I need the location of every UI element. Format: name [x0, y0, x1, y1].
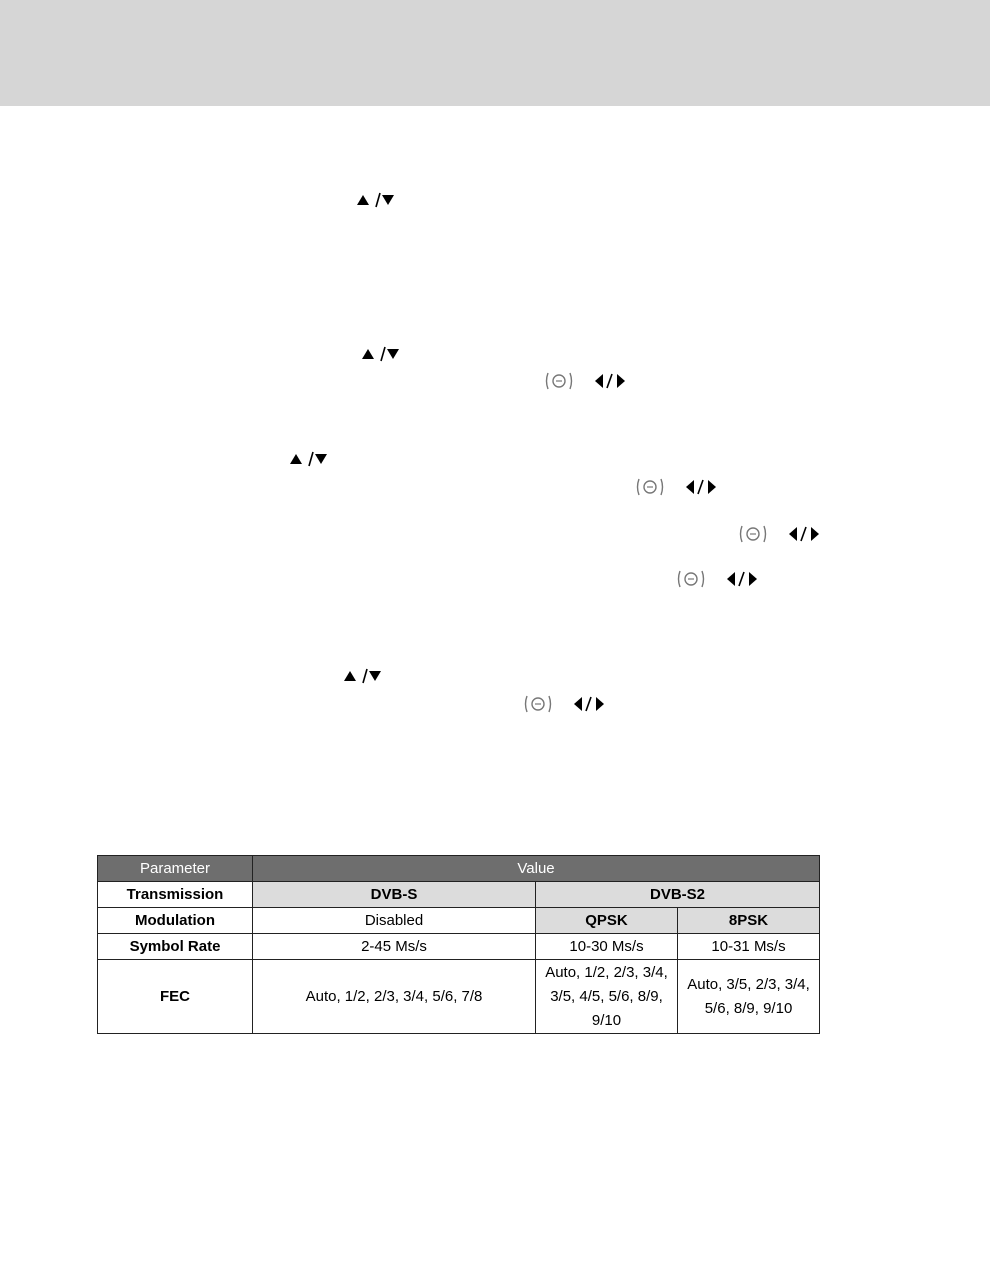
left-right-arrows-icon [573, 694, 607, 714]
ok-button-icon [738, 524, 768, 544]
table-row [98, 908, 820, 934]
modulation-8psk: 8PSK [678, 908, 820, 934]
ok-button-icon [544, 371, 574, 391]
symbol-rate-8psk: 10-31 Ms/s [678, 934, 820, 960]
table-row [98, 934, 820, 960]
table-header-row [98, 856, 820, 882]
symbol-rate-qpsk: 10-30 Ms/s [536, 934, 678, 960]
header-band [0, 0, 990, 106]
fec-label: FEC [98, 960, 253, 1034]
ok-button-icon [523, 694, 553, 714]
header-value: Value [253, 856, 820, 882]
up-down-arrows-icon [361, 344, 401, 364]
symbol-rate-dvbs: 2-45 Ms/s [253, 934, 536, 960]
transmission-dvbs: DVB-S [253, 882, 536, 908]
fec-8psk-line: 5/6, 8/9, 9/10 [704, 999, 793, 1017]
up-down-arrows-icon [343, 666, 383, 686]
up-down-arrows-icon [356, 190, 396, 210]
fec-8psk-line: Auto, 3/5, 2/3, 3/4, [687, 975, 810, 993]
header-parameter: Parameter [98, 856, 253, 882]
fec-qpsk-line: 9/10 [591, 1011, 622, 1029]
fec-qpsk [536, 960, 678, 1034]
modulation-qpsk: QPSK [536, 908, 678, 934]
transmission-label: Transmission [98, 882, 253, 908]
left-right-arrows-icon [594, 371, 628, 391]
fec-qpsk-line: 3/5, 4/5, 5/6, 8/9, [550, 987, 663, 1005]
ok-button-icon [635, 477, 665, 497]
modulation-dvbs: Disabled [253, 908, 536, 934]
left-right-arrows-icon [788, 524, 822, 544]
left-right-arrows-icon [726, 569, 760, 589]
fec-qpsk-line: Auto, 1/2, 2/3, 3/4, [545, 963, 668, 981]
symbol-rate-label: Symbol Rate [98, 934, 253, 960]
left-right-arrows-icon [685, 477, 719, 497]
parameter-table [97, 855, 820, 1034]
fec-8psk [678, 960, 820, 1034]
modulation-label: Modulation [98, 908, 253, 934]
transmission-dvbs2: DVB-S2 [536, 882, 820, 908]
fec-dvbs: Auto, 1/2, 2/3, 3/4, 5/6, 7/8 [253, 960, 536, 1034]
ok-button-icon [676, 569, 706, 589]
up-down-arrows-icon [289, 449, 329, 469]
table-row [98, 882, 820, 908]
table-row [98, 960, 820, 1034]
